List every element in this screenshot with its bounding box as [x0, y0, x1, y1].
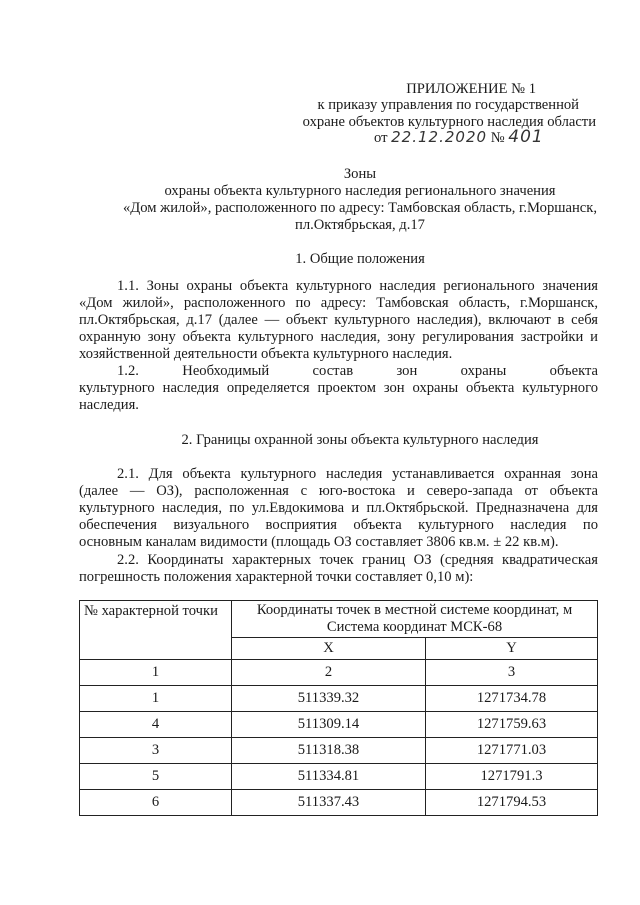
handwritten-number: 401 [508, 127, 544, 147]
coordinates-header-line-2: Система координат МСК-68 [326, 619, 503, 635]
point-number: 3 [80, 738, 232, 764]
x-value: 511334.81 [232, 764, 426, 790]
s1-p1-line-3: пл.Октябрьская, д.17 (далее — объект культурного наследия), включают в себя [79, 312, 598, 328]
s1-p2-line-1: 1.2. Необходимый состав зон охраны объекта [117, 363, 598, 379]
title-line-1: Зоны [343, 166, 377, 182]
table-row [80, 712, 598, 738]
s1-p1-line-5: хозяйственной деятельности объекта культурного наследия. [79, 346, 453, 362]
col-coordinates-header [232, 601, 598, 638]
point-number: 5 [80, 764, 232, 790]
appendix-date-line [374, 129, 544, 147]
y-value: 1271759.63 [426, 712, 598, 738]
section-2-heading: 2. Границы охранной зоны объекта культурного наследия [181, 432, 539, 448]
x-header: X [232, 638, 426, 660]
s1-p2-line-2: культурного наследия определяется проектом зон охраны объекта культурного [79, 380, 598, 396]
coordinates-table [79, 600, 598, 816]
x-value: 511337.43 [232, 790, 426, 816]
s2-p1-line-2: (далее — ОЗ), расположенная с юго-востока и северо-запада от объекта [79, 483, 598, 499]
index-cell-1: 1 [80, 660, 232, 686]
x-value: 511309.14 [232, 712, 426, 738]
title-line-3: «Дом жилой», расположенного по адресу: Тамбовская область, г.Моршанск, [123, 200, 597, 216]
y-value: 1271794.53 [426, 790, 598, 816]
point-number: 4 [80, 712, 232, 738]
s2-p1-line-1: 2.1. Для объекта культурного наследия устанавливается охранная зона [117, 466, 598, 482]
table-row [80, 790, 598, 816]
table-row [80, 686, 598, 712]
table-row [80, 764, 598, 790]
number-label: № [490, 130, 505, 146]
table-header-row [80, 601, 598, 638]
y-value: 1271791.3 [426, 764, 598, 790]
appendix-line-1: к приказу управления по государственной [317, 97, 579, 113]
s2-p2-line-2: погрешность положения характерной точки составляет 0,10 м): [79, 569, 474, 585]
s2-p1-line-5: основным каналам видимости (площадь ОЗ составляет 3806 кв.м. ± 22 кв.м). [79, 534, 559, 550]
table-row [80, 738, 598, 764]
handwritten-date: 22.12.2020 [391, 128, 488, 146]
x-value: 511339.32 [232, 686, 426, 712]
col-point-number-header: № характерной точки [80, 601, 232, 660]
x-value: 511318.38 [232, 738, 426, 764]
coordinates-header-line-1: Координаты точек в местной системе координат, м [256, 602, 573, 618]
y-value: 1271734.78 [426, 686, 598, 712]
table-index-row [80, 660, 598, 686]
s2-p2-line-1: 2.2. Координаты характерных точек границ ОЗ (средняя квадратическая [117, 552, 598, 568]
s2-p1-line-4: обеспечения визуального восприятия объекта культурного наследия по [79, 517, 598, 533]
index-cell-3: 3 [426, 660, 598, 686]
point-number: 6 [80, 790, 232, 816]
s2-p1-line-3: культурного наследия, по ул.Евдокимова и пл.Октябрьской. Предназначена для [79, 500, 598, 516]
s1-p2-line-3: наследия. [79, 397, 139, 413]
appendix-title: ПРИЛОЖЕНИЕ № 1 [406, 81, 536, 97]
title-line-4: пл.Октябрьская, д.17 [295, 217, 425, 233]
section-1-heading: 1. Общие положения [295, 251, 425, 267]
s1-p1-line-2: «Дом жилой», расположенного по адресу: Тамбовская область, г.Моршанск, [79, 295, 598, 311]
s1-p1-line-4: охранную зону объекта культурного наследия, зону регулирования застройки и [79, 329, 598, 345]
y-value: 1271771.03 [426, 738, 598, 764]
s1-p1-line-1: 1.1. Зоны охраны объекта культурного наследия регионального значения [117, 278, 598, 294]
appendix-line-2: охране объектов культурного наследия области [302, 114, 596, 130]
title-line-2: охраны объекта культурного наследия регионального значения [164, 183, 556, 199]
date-prefix: от [374, 130, 388, 146]
index-cell-2: 2 [232, 660, 426, 686]
point-number: 1 [80, 686, 232, 712]
y-header: Y [426, 638, 598, 660]
